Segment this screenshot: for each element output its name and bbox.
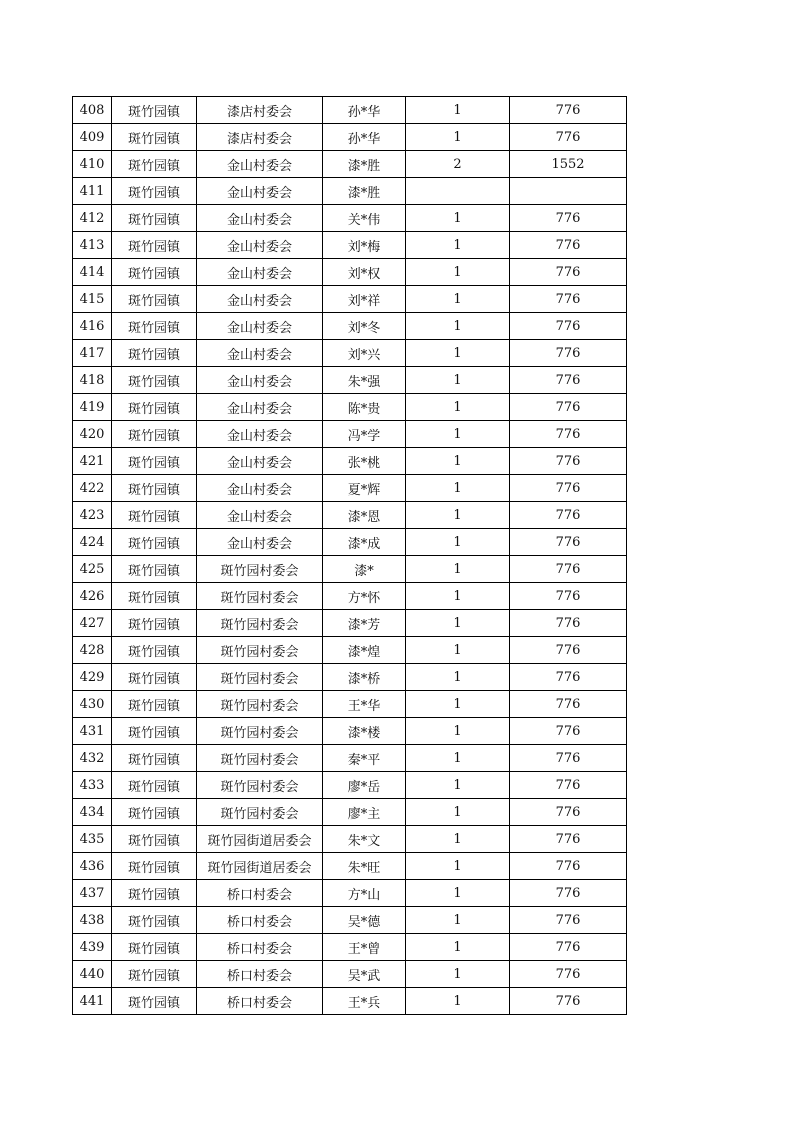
table-row bbox=[73, 961, 627, 988]
table-row bbox=[73, 556, 627, 583]
cell-name: 方*怀 bbox=[323, 583, 406, 610]
cell-index: 424 bbox=[73, 529, 112, 556]
cell-town: 斑竹园镇 bbox=[112, 853, 197, 880]
cell-count: 1 bbox=[406, 421, 510, 448]
cell-town: 斑竹园镇 bbox=[112, 934, 197, 961]
cell-amount: 776 bbox=[510, 340, 627, 367]
cell-name: 漆* bbox=[323, 556, 406, 583]
cell-count: 1 bbox=[406, 772, 510, 799]
cell-amount: 776 bbox=[510, 97, 627, 124]
table-row bbox=[73, 583, 627, 610]
cell-amount bbox=[510, 178, 627, 205]
table-row bbox=[73, 502, 627, 529]
cell-town: 斑竹园镇 bbox=[112, 745, 197, 772]
cell-committee: 金山村委会 bbox=[197, 502, 323, 529]
cell-index: 416 bbox=[73, 313, 112, 340]
cell-committee: 金山村委会 bbox=[197, 421, 323, 448]
cell-town: 斑竹园镇 bbox=[112, 664, 197, 691]
cell-index: 429 bbox=[73, 664, 112, 691]
table-row bbox=[73, 664, 627, 691]
cell-town: 斑竹园镇 bbox=[112, 799, 197, 826]
cell-amount: 776 bbox=[510, 745, 627, 772]
cell-amount: 776 bbox=[510, 853, 627, 880]
cell-name: 冯*学 bbox=[323, 421, 406, 448]
cell-committee: 斑竹园村委会 bbox=[197, 745, 323, 772]
cell-committee: 斑竹园村委会 bbox=[197, 583, 323, 610]
table-row bbox=[73, 205, 627, 232]
cell-index: 434 bbox=[73, 799, 112, 826]
cell-name: 王*兵 bbox=[323, 988, 406, 1015]
cell-count: 1 bbox=[406, 394, 510, 421]
cell-count: 1 bbox=[406, 664, 510, 691]
cell-amount: 776 bbox=[510, 961, 627, 988]
cell-town: 斑竹园镇 bbox=[112, 124, 197, 151]
cell-committee: 金山村委会 bbox=[197, 178, 323, 205]
table-row bbox=[73, 475, 627, 502]
cell-committee: 斑竹园街道居委会 bbox=[197, 853, 323, 880]
table-row bbox=[73, 826, 627, 853]
cell-committee: 金山村委会 bbox=[197, 232, 323, 259]
table-row bbox=[73, 367, 627, 394]
cell-amount: 776 bbox=[510, 637, 627, 664]
cell-index: 431 bbox=[73, 718, 112, 745]
cell-name: 刘*祥 bbox=[323, 286, 406, 313]
cell-town: 斑竹园镇 bbox=[112, 556, 197, 583]
cell-index: 408 bbox=[73, 97, 112, 124]
cell-town: 斑竹园镇 bbox=[112, 151, 197, 178]
cell-town: 斑竹园镇 bbox=[112, 178, 197, 205]
cell-index: 441 bbox=[73, 988, 112, 1015]
table-row bbox=[73, 529, 627, 556]
cell-committee: 金山村委会 bbox=[197, 286, 323, 313]
cell-index: 413 bbox=[73, 232, 112, 259]
cell-count: 1 bbox=[406, 367, 510, 394]
cell-index: 411 bbox=[73, 178, 112, 205]
cell-name: 张*桃 bbox=[323, 448, 406, 475]
cell-town: 斑竹园镇 bbox=[112, 502, 197, 529]
cell-amount: 776 bbox=[510, 394, 627, 421]
cell-town: 斑竹园镇 bbox=[112, 421, 197, 448]
cell-name: 漆*成 bbox=[323, 529, 406, 556]
cell-town: 斑竹园镇 bbox=[112, 394, 197, 421]
cell-amount: 776 bbox=[510, 232, 627, 259]
cell-name: 王*华 bbox=[323, 691, 406, 718]
cell-count: 1 bbox=[406, 502, 510, 529]
cell-index: 428 bbox=[73, 637, 112, 664]
cell-committee: 金山村委会 bbox=[197, 205, 323, 232]
cell-committee: 金山村委会 bbox=[197, 529, 323, 556]
table-row bbox=[73, 178, 627, 205]
cell-town: 斑竹园镇 bbox=[112, 313, 197, 340]
cell-index: 432 bbox=[73, 745, 112, 772]
table-row bbox=[73, 286, 627, 313]
cell-name: 漆*桥 bbox=[323, 664, 406, 691]
data-table bbox=[72, 96, 627, 1015]
cell-count: 1 bbox=[406, 934, 510, 961]
cell-name: 刘*兴 bbox=[323, 340, 406, 367]
table-row bbox=[73, 421, 627, 448]
table-row bbox=[73, 394, 627, 421]
table-row bbox=[73, 313, 627, 340]
cell-count: 1 bbox=[406, 610, 510, 637]
cell-count: 1 bbox=[406, 583, 510, 610]
cell-index: 437 bbox=[73, 880, 112, 907]
cell-count: 1 bbox=[406, 448, 510, 475]
cell-name: 关*伟 bbox=[323, 205, 406, 232]
cell-name: 朱*旺 bbox=[323, 853, 406, 880]
cell-town: 斑竹园镇 bbox=[112, 826, 197, 853]
cell-town: 斑竹园镇 bbox=[112, 718, 197, 745]
cell-amount: 776 bbox=[510, 475, 627, 502]
cell-index: 425 bbox=[73, 556, 112, 583]
cell-committee: 斑竹园村委会 bbox=[197, 637, 323, 664]
cell-count: 1 bbox=[406, 853, 510, 880]
cell-index: 409 bbox=[73, 124, 112, 151]
cell-name: 漆*恩 bbox=[323, 502, 406, 529]
cell-committee: 斑竹园村委会 bbox=[197, 691, 323, 718]
table-row bbox=[73, 124, 627, 151]
cell-name: 朱*文 bbox=[323, 826, 406, 853]
table-row bbox=[73, 259, 627, 286]
cell-town: 斑竹园镇 bbox=[112, 583, 197, 610]
cell-name: 王*曾 bbox=[323, 934, 406, 961]
cell-count: 1 bbox=[406, 475, 510, 502]
cell-committee: 漆店村委会 bbox=[197, 97, 323, 124]
cell-committee: 斑竹园村委会 bbox=[197, 772, 323, 799]
cell-amount: 776 bbox=[510, 556, 627, 583]
cell-amount: 776 bbox=[510, 826, 627, 853]
cell-index: 426 bbox=[73, 583, 112, 610]
cell-committee: 桥口村委会 bbox=[197, 907, 323, 934]
cell-town: 斑竹园镇 bbox=[112, 610, 197, 637]
cell-town: 斑竹园镇 bbox=[112, 691, 197, 718]
cell-index: 420 bbox=[73, 421, 112, 448]
cell-town: 斑竹园镇 bbox=[112, 637, 197, 664]
cell-name: 孙*华 bbox=[323, 124, 406, 151]
cell-amount: 776 bbox=[510, 205, 627, 232]
table-row bbox=[73, 448, 627, 475]
cell-count: 1 bbox=[406, 826, 510, 853]
table-row bbox=[73, 907, 627, 934]
cell-index: 438 bbox=[73, 907, 112, 934]
cell-town: 斑竹园镇 bbox=[112, 286, 197, 313]
cell-committee: 斑竹园村委会 bbox=[197, 664, 323, 691]
cell-name: 朱*强 bbox=[323, 367, 406, 394]
cell-index: 410 bbox=[73, 151, 112, 178]
cell-name: 陈*贵 bbox=[323, 394, 406, 421]
cell-committee: 金山村委会 bbox=[197, 259, 323, 286]
cell-index: 419 bbox=[73, 394, 112, 421]
cell-name: 刘*冬 bbox=[323, 313, 406, 340]
cell-town: 斑竹园镇 bbox=[112, 880, 197, 907]
cell-count bbox=[406, 178, 510, 205]
cell-index: 435 bbox=[73, 826, 112, 853]
cell-index: 433 bbox=[73, 772, 112, 799]
cell-index: 427 bbox=[73, 610, 112, 637]
cell-count: 1 bbox=[406, 286, 510, 313]
cell-count: 2 bbox=[406, 151, 510, 178]
cell-name: 方*山 bbox=[323, 880, 406, 907]
cell-committee: 金山村委会 bbox=[197, 448, 323, 475]
cell-count: 1 bbox=[406, 529, 510, 556]
table-row bbox=[73, 718, 627, 745]
cell-count: 1 bbox=[406, 556, 510, 583]
cell-amount: 776 bbox=[510, 988, 627, 1015]
cell-town: 斑竹园镇 bbox=[112, 340, 197, 367]
cell-name: 廖*岳 bbox=[323, 772, 406, 799]
cell-amount: 776 bbox=[510, 367, 627, 394]
cell-town: 斑竹园镇 bbox=[112, 97, 197, 124]
cell-committee: 金山村委会 bbox=[197, 394, 323, 421]
cell-name: 孙*华 bbox=[323, 97, 406, 124]
cell-town: 斑竹园镇 bbox=[112, 448, 197, 475]
cell-name: 吴*德 bbox=[323, 907, 406, 934]
cell-amount: 776 bbox=[510, 799, 627, 826]
cell-committee: 斑竹园村委会 bbox=[197, 718, 323, 745]
cell-name: 刘*梅 bbox=[323, 232, 406, 259]
cell-amount: 776 bbox=[510, 907, 627, 934]
cell-count: 1 bbox=[406, 718, 510, 745]
cell-town: 斑竹园镇 bbox=[112, 205, 197, 232]
cell-committee: 金山村委会 bbox=[197, 313, 323, 340]
cell-committee: 桥口村委会 bbox=[197, 988, 323, 1015]
cell-name: 漆*煌 bbox=[323, 637, 406, 664]
table-row bbox=[73, 340, 627, 367]
table-row bbox=[73, 988, 627, 1015]
cell-count: 1 bbox=[406, 907, 510, 934]
cell-count: 1 bbox=[406, 313, 510, 340]
cell-amount: 776 bbox=[510, 286, 627, 313]
table-row bbox=[73, 934, 627, 961]
cell-index: 436 bbox=[73, 853, 112, 880]
cell-committee: 斑竹园村委会 bbox=[197, 610, 323, 637]
cell-count: 1 bbox=[406, 259, 510, 286]
cell-town: 斑竹园镇 bbox=[112, 772, 197, 799]
cell-name: 漆*胜 bbox=[323, 178, 406, 205]
table-body bbox=[73, 97, 627, 1015]
cell-committee: 金山村委会 bbox=[197, 475, 323, 502]
cell-committee: 斑竹园村委会 bbox=[197, 799, 323, 826]
cell-amount: 776 bbox=[510, 313, 627, 340]
cell-committee: 漆店村委会 bbox=[197, 124, 323, 151]
cell-town: 斑竹园镇 bbox=[112, 232, 197, 259]
table-row bbox=[73, 232, 627, 259]
cell-amount: 776 bbox=[510, 610, 627, 637]
cell-amount: 776 bbox=[510, 502, 627, 529]
cell-town: 斑竹园镇 bbox=[112, 988, 197, 1015]
cell-index: 423 bbox=[73, 502, 112, 529]
cell-committee: 桥口村委会 bbox=[197, 961, 323, 988]
table-row bbox=[73, 772, 627, 799]
cell-count: 1 bbox=[406, 124, 510, 151]
cell-town: 斑竹园镇 bbox=[112, 259, 197, 286]
cell-index: 418 bbox=[73, 367, 112, 394]
cell-index: 439 bbox=[73, 934, 112, 961]
cell-index: 415 bbox=[73, 286, 112, 313]
table-row bbox=[73, 691, 627, 718]
cell-amount: 776 bbox=[510, 772, 627, 799]
cell-index: 414 bbox=[73, 259, 112, 286]
table-row bbox=[73, 97, 627, 124]
cell-count: 1 bbox=[406, 745, 510, 772]
cell-amount: 776 bbox=[510, 421, 627, 448]
cell-amount: 776 bbox=[510, 259, 627, 286]
cell-index: 422 bbox=[73, 475, 112, 502]
table-row bbox=[73, 610, 627, 637]
cell-town: 斑竹园镇 bbox=[112, 961, 197, 988]
cell-count: 1 bbox=[406, 691, 510, 718]
cell-count: 1 bbox=[406, 97, 510, 124]
cell-town: 斑竹园镇 bbox=[112, 367, 197, 394]
cell-index: 421 bbox=[73, 448, 112, 475]
cell-town: 斑竹园镇 bbox=[112, 529, 197, 556]
cell-count: 1 bbox=[406, 961, 510, 988]
cell-amount: 776 bbox=[510, 529, 627, 556]
cell-count: 1 bbox=[406, 880, 510, 907]
table-row bbox=[73, 745, 627, 772]
cell-committee: 斑竹园街道居委会 bbox=[197, 826, 323, 853]
cell-count: 1 bbox=[406, 799, 510, 826]
cell-amount: 776 bbox=[510, 691, 627, 718]
cell-count: 1 bbox=[406, 637, 510, 664]
cell-index: 430 bbox=[73, 691, 112, 718]
cell-amount: 776 bbox=[510, 934, 627, 961]
table-row bbox=[73, 853, 627, 880]
cell-amount: 776 bbox=[510, 664, 627, 691]
cell-committee: 斑竹园村委会 bbox=[197, 556, 323, 583]
cell-committee: 金山村委会 bbox=[197, 367, 323, 394]
cell-name: 廖*主 bbox=[323, 799, 406, 826]
cell-amount: 776 bbox=[510, 124, 627, 151]
cell-amount: 776 bbox=[510, 583, 627, 610]
cell-amount: 776 bbox=[510, 718, 627, 745]
cell-committee: 桥口村委会 bbox=[197, 934, 323, 961]
cell-name: 漆*楼 bbox=[323, 718, 406, 745]
cell-committee: 桥口村委会 bbox=[197, 880, 323, 907]
cell-index: 417 bbox=[73, 340, 112, 367]
cell-name: 漆*芳 bbox=[323, 610, 406, 637]
cell-amount: 1552 bbox=[510, 151, 627, 178]
table-row bbox=[73, 880, 627, 907]
cell-count: 1 bbox=[406, 205, 510, 232]
cell-name: 漆*胜 bbox=[323, 151, 406, 178]
cell-index: 440 bbox=[73, 961, 112, 988]
cell-count: 1 bbox=[406, 232, 510, 259]
table-row bbox=[73, 799, 627, 826]
cell-name: 刘*权 bbox=[323, 259, 406, 286]
table-row bbox=[73, 151, 627, 178]
cell-committee: 金山村委会 bbox=[197, 151, 323, 178]
cell-count: 1 bbox=[406, 340, 510, 367]
cell-committee: 金山村委会 bbox=[197, 340, 323, 367]
cell-name: 秦*平 bbox=[323, 745, 406, 772]
cell-town: 斑竹园镇 bbox=[112, 907, 197, 934]
cell-count: 1 bbox=[406, 988, 510, 1015]
cell-amount: 776 bbox=[510, 448, 627, 475]
table-row bbox=[73, 637, 627, 664]
cell-index: 412 bbox=[73, 205, 112, 232]
cell-name: 吴*武 bbox=[323, 961, 406, 988]
cell-town: 斑竹园镇 bbox=[112, 475, 197, 502]
cell-amount: 776 bbox=[510, 880, 627, 907]
cell-name: 夏*辉 bbox=[323, 475, 406, 502]
